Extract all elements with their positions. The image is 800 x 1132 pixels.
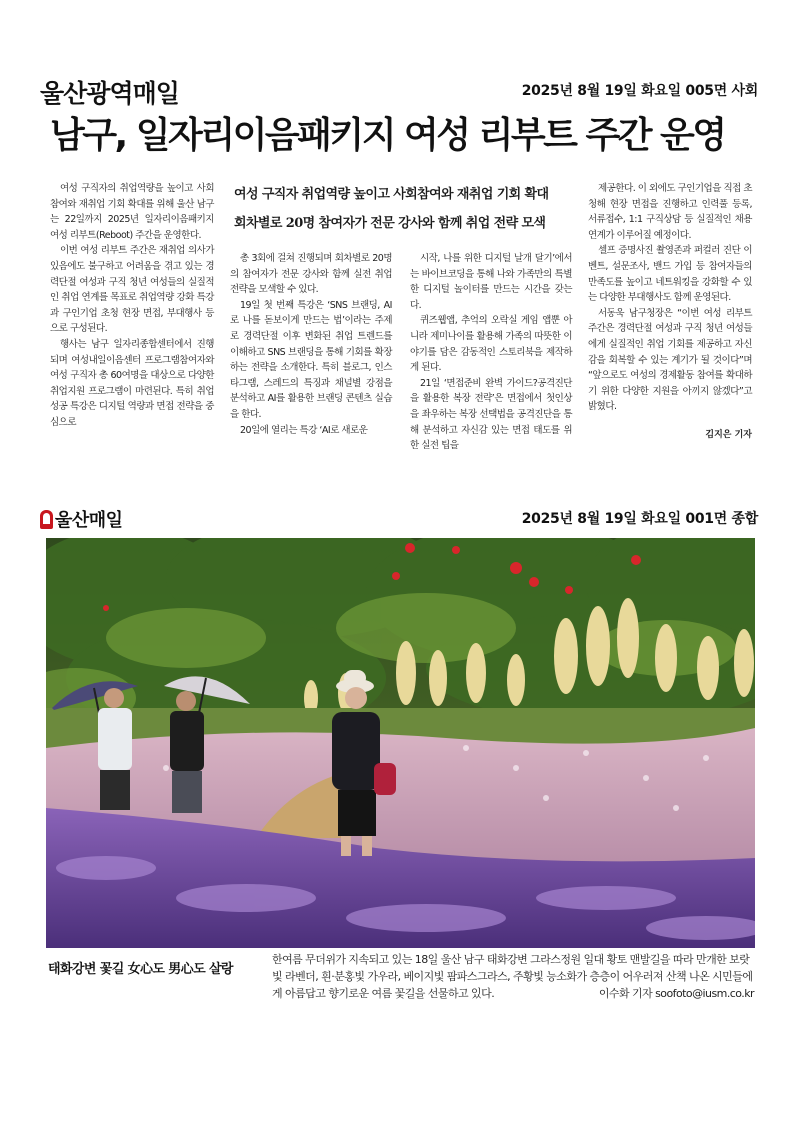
ulsan-maeil-logo-icon xyxy=(40,510,53,529)
paragraph: 셀프 증명사진 촬영존과 퍼컬러 진단 이벤트, 설문조사, 밴드 가입 등 참여자들의 만족도를 높이고 네트워킹을 강화할 수 있는 다양한 부대행사도 함께 운영된다. xyxy=(588,245,752,304)
newspaper-logo-2 xyxy=(40,506,123,532)
paragraph: 서동욱 남구청장은 “이번 여성 리부트 주간은 경력단절 여성과 구직 청년 여성들에게 실질적인 취업 기회를 제공하고 자신감을 회복할 수 있는 계기가 될 것이다”며 “앞으로도 여성의 경제활동 참여를 확대하기 위한 다양한 지원을 아끼지 않겠다”고 밝혔다. xyxy=(588,307,752,413)
photo-caption-body xyxy=(272,951,754,1002)
paragraph: 총 3회에 걸쳐 진행되며 회차별로 20명의 참여자가 전문 강사와 함께 실전 취업 전략을 모색할 수 있다. xyxy=(230,253,392,296)
article-column-4 xyxy=(588,181,752,415)
lavender-field-photo xyxy=(46,538,755,948)
paragraph: 19일 첫 번째 특강은 ‘SNS 브랜딩, AI로 나를 돋보이게 만드는 법’이라는 주제로 경력단절 이후 변화된 취업 트렌드를 이해하고 SNS 브랜딩을 통해 기회를 확장하는 전략을 소개한다. 특히 블로그, 인스타그램, 스레드의 특징과 채널별 강점을 분석하고 AI를 활용한 브랜딩 콘텐츠 실습을 한다. xyxy=(230,299,392,420)
reporter-byline: 김지은 기자 xyxy=(705,430,752,440)
subheadline-1: 여성 구직자 취업역량 높이고 사회참여와 재취업 기회 확대 xyxy=(234,187,549,202)
article-column-2 xyxy=(230,251,392,438)
paragraph: 퀴즈웹앱, 추억의 오락실 게임 앱뿐 아니라 제미나이를 활용해 가족의 따뜻한 이야기를 담은 감동적인 스토리북을 제작하게 된다. xyxy=(410,315,572,374)
paragraph: 20일에 열리는 특강 ‘AI로 새로운 xyxy=(240,424,368,436)
subheadline-2: 회차별로 20명 참여자가 전문 강사와 함께 취업 전략 모색 xyxy=(234,216,546,231)
photo-caption-title: 태화강변 꽃길 女心도 男心도 살랑 xyxy=(48,962,233,977)
article-dateline: 2025년 8월 19일 화요일 005면 사회 xyxy=(521,83,758,99)
article-column-1 xyxy=(50,181,214,431)
paragraph: 행사는 남구 일자리종합센터에서 진행되며 여성내일이음센터 프로그램참여자와 여성 구직자 총 60여명을 대상으로 다양한 취업지원 프로그램이 마련된다. 특히 취업성공 특강은 디지털 역량과 면접 전략을 중심으로 xyxy=(50,338,214,428)
paragraph: 21일 ‘면접준비 완벽 가이드?공격진단을 활용한 복장 전략’은 면접에서 첫인상을 좌우하는 복장 선택법을 공격진단을 통해 분석하고 자신감 있는 면접 태도를 위한 실전 팁을 xyxy=(410,377,572,452)
paragraph: 시작, 나를 위한 디지털 날개 달기’에서는 바이브코딩을 통해 나와 가족만의 특별한 디지털 놀이터를 만드는 시간을 갖는다. xyxy=(410,253,572,311)
article-column-3 xyxy=(410,251,572,454)
paragraph: 여성 구직자의 취업역량을 높이고 사회참여와 재취업 기회 확대를 위해 울산 남구는 22일까지 2025년 일자리이음패키지 여성 리부트(Reboot) 주간을 운영한다. xyxy=(50,183,214,241)
article-headline: 남구, 일자리이음패키지 여성 리부트 주간 운영 xyxy=(50,115,725,156)
paragraph: 제공한다. 이 외에도 구인기업을 직접 초청해 현장 면접을 진행하고 인력풀 등록, 서류접수, 1:1 구직상담 등 실질적인 채용 연계가 이루어질 예정이다. xyxy=(588,183,752,241)
paragraph: 이번 여성 리부트 주간은 재취업 의사가 있음에도 불구하고 어려움을 겪고 있는 경력단절 여성과 구직 청년 여성들의 실질적인 취업 연계를 목표로 취업역량 강화 특강과 구인기업 초청 현장 면접, 부대행사 등으로 구성된다. xyxy=(50,245,214,335)
article-dateline-2: 2025년 8월 19일 화요일 001면 종합 xyxy=(521,511,758,527)
news-photo xyxy=(46,538,755,948)
newspaper-logo-text: 울산매일 xyxy=(55,510,123,531)
newspaper-logo: 울산광역매일 xyxy=(40,79,179,108)
photo-caption-text: 한여름 무더위가 지속되고 있는 18일 울산 남구 태화강변 그라스정원 일대 황토 맨발길을 따라 만개한 보랏빛 라벤더, 흰·분홍빛 가우라, 베이지빛 팜파스그라스, 주황빛 능소화가 층층이 어우러져 산책 나온 시민들에게 아름답고 향기로운 여름 꽃길을 선물하고 있다. xyxy=(272,953,753,1000)
photo-credit: 이수화 기자 soofoto@iusm.co.kr xyxy=(598,987,754,1000)
